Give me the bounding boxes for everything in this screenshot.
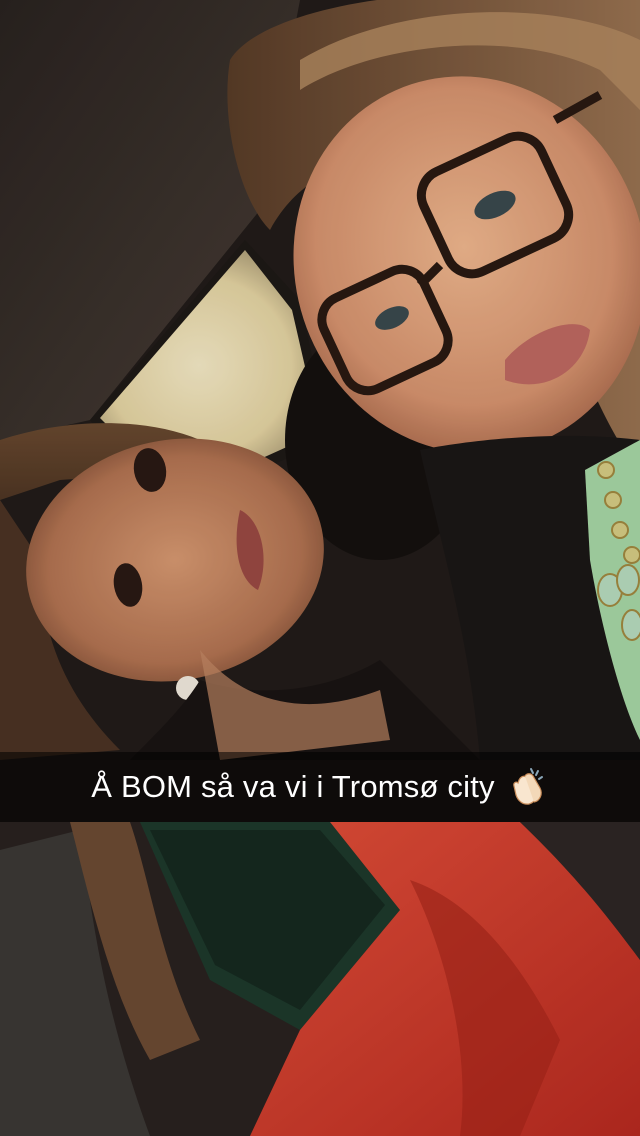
caption-text [91,766,548,808]
caption-bar [0,752,640,822]
caption-label: Å BOM så va vi i Tromsø city [91,769,495,804]
clapping-hands-icon [507,766,549,808]
